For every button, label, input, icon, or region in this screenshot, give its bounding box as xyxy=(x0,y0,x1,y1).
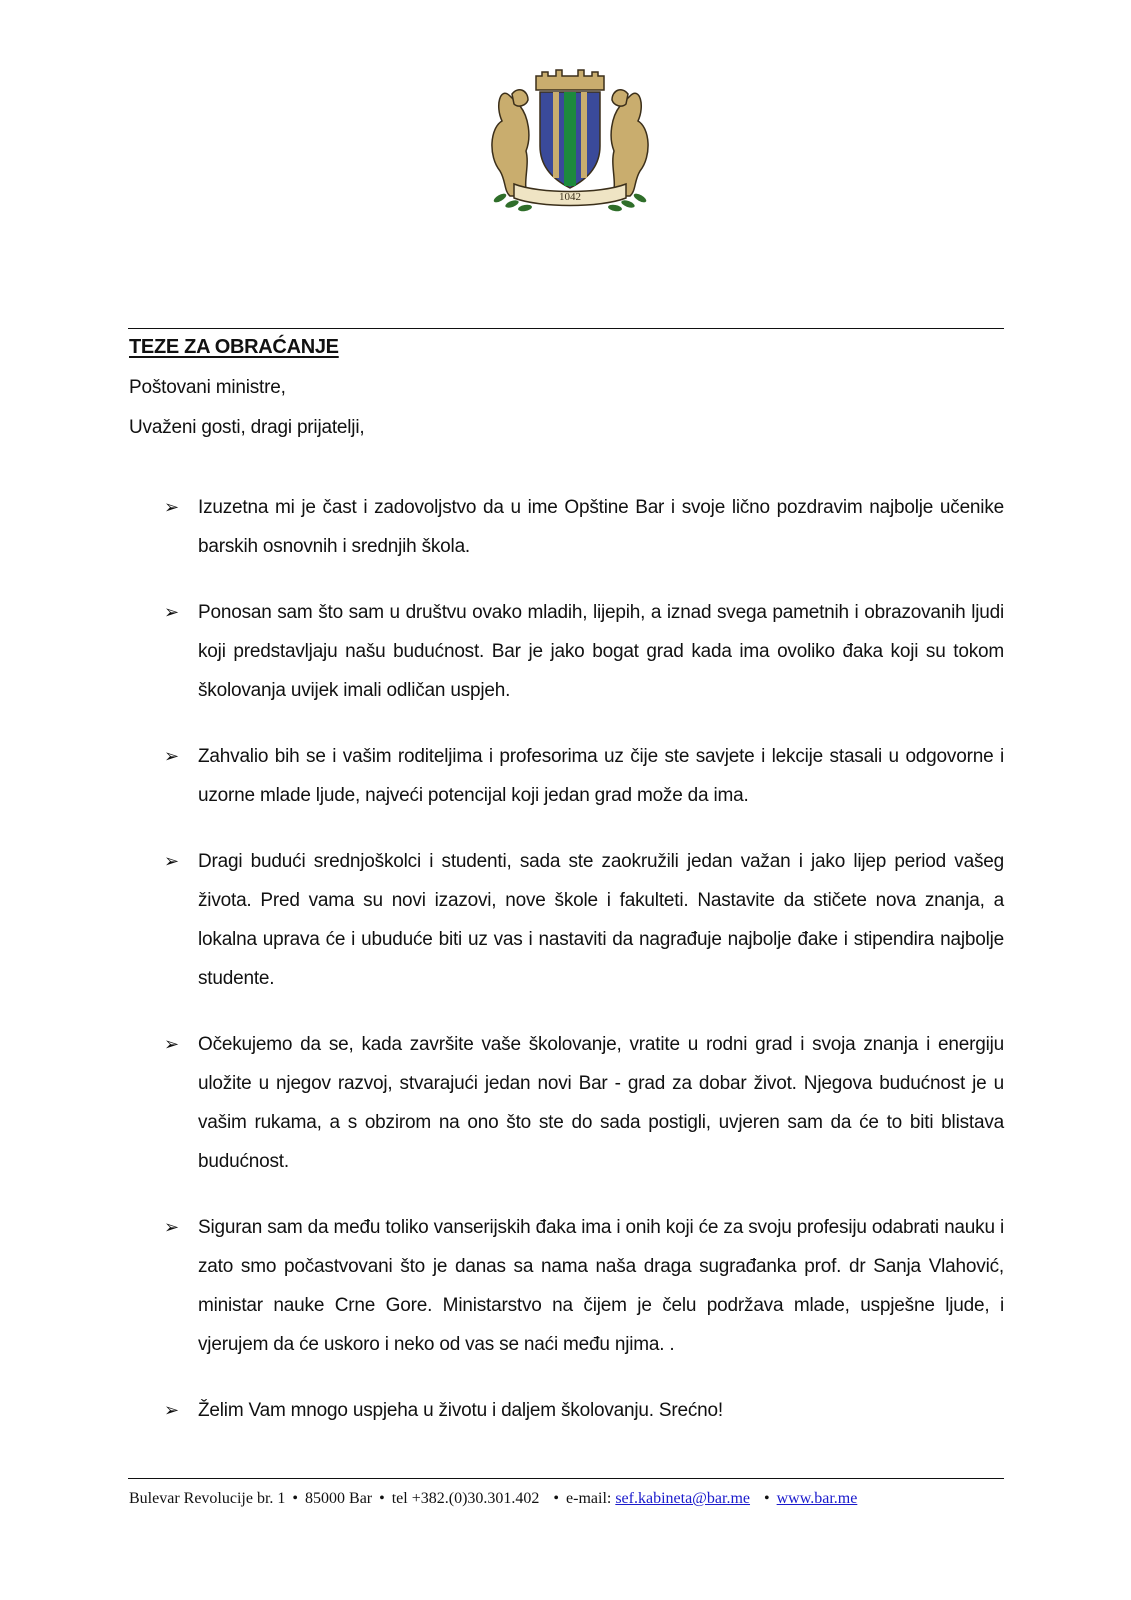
speech-point-text: Zahvalio bih se i vašim roditeljima i profesorima uz čije ste savjete i lekcije stasali u odgovorne i uzorne mlade ljude, najveći potencijal koji jedan grad može da ima. xyxy=(198,746,1004,806)
speech-point-text: Siguran sam da među toliko vanserijskih đaka ima i onih koji će za svoju profesiju odabrati nauku i zato smo počastvovani što je danas sa nama naša draga sugrađanka prof. dr Sanja Vlahović, ministar nauke Crne Gore. Ministarstvo na čijem je čelu podržava mlade, uspješne ljude, i vjerujem da će uskoro i neko od vas se naći među njima. . xyxy=(198,1217,1004,1355)
speech-point xyxy=(164,593,1004,710)
arrow-bullet-icon: ➢ xyxy=(164,497,179,517)
speech-point-text: Izuzetna mi je čast i zadovoljstvo da u ime Opštine Bar i svoje lično pozdravim najbolje učenike barskih osnovnih i srednjih škola. xyxy=(198,497,1004,557)
header-divider xyxy=(128,328,1004,329)
document-title: TEZE ZA OBRAĆANJE xyxy=(129,336,339,358)
arrow-bullet-icon: ➢ xyxy=(164,1034,179,1054)
speech-point-text: Želim Vam mnogo uspjeha u životu i daljem školovanju. Srećno! xyxy=(198,1400,723,1421)
footer-city: 85000 Bar xyxy=(305,1490,373,1507)
footer-phone: tel +382.(0)30.301.402 xyxy=(391,1490,540,1507)
speech-point xyxy=(164,1208,1004,1364)
arrow-bullet-icon: ➢ xyxy=(164,1400,179,1420)
speech-point-text: Ponosan sam što sam u društvu ovako mladih, lijepih, a iznad svega pametnih i obrazovanih ljudi koji predstavljaju našu budućnost. Bar je jako bogat grad kada ima ovoliko đaka koji su tokom školovanja uvijek imali odličan uspjeh. xyxy=(198,602,1004,701)
speech-point xyxy=(164,1391,1004,1430)
arrow-bullet-icon: ➢ xyxy=(164,1217,179,1237)
greeting-line-2: Uvaženi gosti, dragi prijatelji, xyxy=(129,417,365,438)
separator-dot: • xyxy=(764,1490,770,1507)
footer-contact xyxy=(129,1490,1005,1508)
municipality-crest-logo xyxy=(470,66,670,216)
footer-email-label: e-mail: xyxy=(566,1490,612,1507)
footer-address: Bulevar Revolucije br. 1 xyxy=(129,1490,286,1507)
separator-dot: • xyxy=(379,1490,385,1507)
speech-point-text: Očekujemo da se, kada završite vaše školovanje, vratite u rodni grad i svoja znanja i energiju uložite u njegov razvoj, stvarajući jedan novi Bar - grad za dobar život. Njegova budućnost je u vašim rukama, a s obzirom na ono što ste do sada postigli, uvjeren sam da će to biti blistava budućnost. xyxy=(198,1034,1004,1172)
speech-point xyxy=(164,488,1004,566)
speech-point xyxy=(164,842,1004,998)
speech-point xyxy=(164,737,1004,815)
arrow-bullet-icon: ➢ xyxy=(164,602,179,622)
speech-points-list xyxy=(164,488,1004,1457)
greeting-line-1: Poštovani ministre, xyxy=(129,377,286,398)
separator-dot: • xyxy=(292,1490,299,1507)
arrow-bullet-icon: ➢ xyxy=(164,746,179,766)
separator-dot: • xyxy=(553,1490,560,1507)
footer-email-link[interactable]: sef.kabineta@bar.me xyxy=(615,1490,751,1507)
footer-website-link[interactable]: www.bar.me xyxy=(776,1490,858,1507)
speech-point xyxy=(164,1025,1004,1181)
speech-point-text: Dragi budući srednjoškolci i studenti, sada ste zaokružili jedan važan i jako lijep period vašeg života. Pred vama su novi izazovi, nove škole i fakulteti. Nastavite da stičete nova znanja, a lokalna uprava će i ubuduće biti uz vas i nastaviti da nagrađuje najbolje đake i stipendira najbolje studente. xyxy=(198,851,1004,989)
crest-year-label: 1042 xyxy=(559,191,581,203)
footer-divider xyxy=(128,1478,1004,1479)
arrow-bullet-icon: ➢ xyxy=(164,851,179,871)
